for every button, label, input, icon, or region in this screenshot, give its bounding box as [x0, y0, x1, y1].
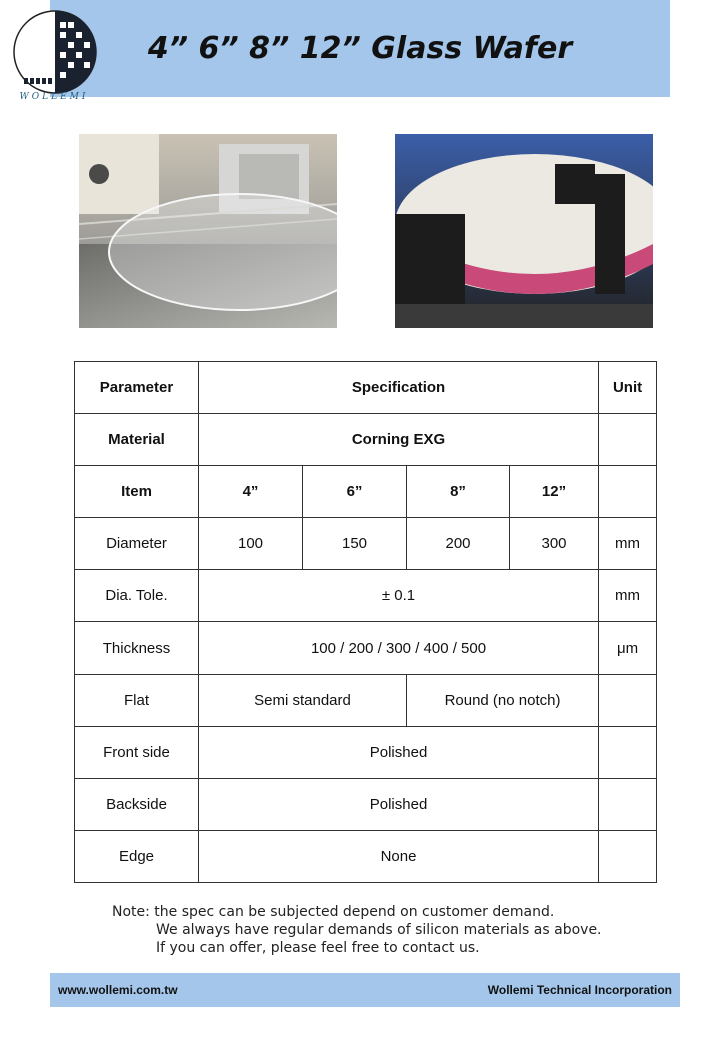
- diameter-unit: mm: [599, 518, 657, 570]
- logo-text: WOLLEMI: [19, 92, 89, 102]
- edge-label: Edge: [75, 830, 199, 882]
- glass-wafer-photo-held: [79, 134, 337, 328]
- backside-value: Polished: [199, 778, 599, 830]
- item-size: 4”: [199, 466, 303, 518]
- table-row-dia-tole: [75, 570, 657, 622]
- diameter-value: 150: [303, 518, 407, 570]
- item-unit: [599, 466, 657, 518]
- diameter-label: Diameter: [75, 518, 199, 570]
- flat-label: Flat: [75, 674, 199, 726]
- flat-value-b: Round (no notch): [407, 674, 599, 726]
- table-row-thickness: [75, 622, 657, 674]
- thickness-unit: μm: [599, 622, 657, 674]
- item-size: 6”: [303, 466, 407, 518]
- dia-tole-value: ± 0.1: [199, 570, 599, 622]
- edge-value: None: [199, 830, 599, 882]
- front-side-label: Front side: [75, 726, 199, 778]
- material-label: Material: [75, 414, 199, 466]
- footer-company: Wollemi Technical Incorporation: [487, 983, 672, 997]
- note-line: We always have regular demands of silicon materials as above.: [156, 922, 602, 938]
- material-value: Corning EXG: [199, 414, 599, 466]
- footer-website: www.wollemi.com.tw: [58, 983, 178, 997]
- diameter-value: 200: [407, 518, 510, 570]
- header-parameter: Parameter: [75, 362, 199, 414]
- note-line: Note: the spec can be subjected depend on customer demand.: [112, 904, 555, 920]
- thickness-value: 100 / 200 / 300 / 400 / 500: [199, 622, 599, 674]
- header-unit: Unit: [599, 362, 657, 414]
- thickness-label: Thickness: [75, 622, 199, 674]
- table-row-front-side: [75, 726, 657, 778]
- item-label: Item: [75, 466, 199, 518]
- table-row-backside: [75, 778, 657, 830]
- diameter-value: 300: [510, 518, 599, 570]
- front-side-value: Polished: [199, 726, 599, 778]
- page-title: 4” 6” 8” 12” Glass Wafer: [147, 31, 573, 66]
- edge-unit: [599, 830, 657, 882]
- diameter-value: 100: [199, 518, 303, 570]
- dia-tole-unit: mm: [599, 570, 657, 622]
- item-size: 8”: [407, 466, 510, 518]
- table-row-diameter: [75, 518, 657, 570]
- table-row-material: [75, 414, 657, 466]
- flat-unit: [599, 674, 657, 726]
- glass-wafer-photo-carrier: [395, 134, 653, 328]
- material-unit: [599, 414, 657, 466]
- table-row-item: [75, 466, 657, 518]
- front-side-unit: [599, 726, 657, 778]
- note-line: If you can offer, please feel free to contact us.: [156, 940, 480, 956]
- table-row-flat: [75, 674, 657, 726]
- backside-unit: [599, 778, 657, 830]
- header-specification: Specification: [199, 362, 599, 414]
- table-row-header: [75, 362, 657, 414]
- item-size: 12”: [510, 466, 599, 518]
- dia-tole-label: Dia. Tole.: [75, 570, 199, 622]
- note: [112, 903, 602, 957]
- table-row-edge: [75, 830, 657, 882]
- spec-table: [74, 361, 657, 883]
- backside-label: Backside: [75, 778, 199, 830]
- flat-value-a: Semi standard: [199, 674, 407, 726]
